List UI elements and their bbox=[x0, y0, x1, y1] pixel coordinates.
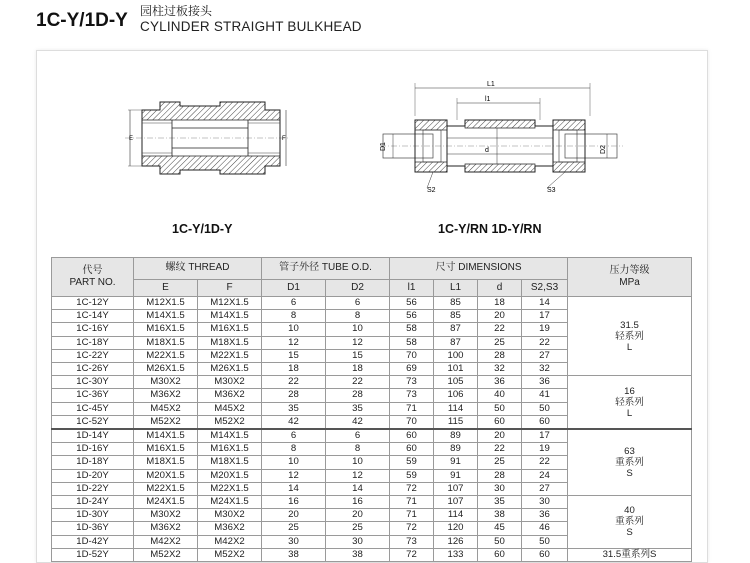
table-row: 1D-22Y M22X1.5 M22X1.5 14 14 72 107 30 27 bbox=[52, 482, 692, 495]
header-pressure: 压力等级 MPa bbox=[568, 258, 692, 297]
label-D2: D2 bbox=[600, 145, 607, 154]
pressure-group-4: 40 重系列 S bbox=[568, 496, 692, 549]
table-row: 1C-22Y M22X1.5 M22X1.5 15 15 70 100 28 27 bbox=[52, 349, 692, 362]
table-row: 1C-52Y M52X2 M52X2 42 42 70 115 60 60 bbox=[52, 415, 692, 429]
spec-table bbox=[51, 257, 692, 562]
pressure-group-3: 63 重系列 S bbox=[568, 429, 692, 496]
table-row: 1C-12Y M12X1.5 M12X1.5 6 6 56 85 18 14 31.5 轻系列 L bbox=[52, 297, 692, 310]
header-F: F bbox=[198, 280, 262, 297]
product-code: 1C-Y/1D-Y bbox=[36, 10, 128, 31]
label-F: F bbox=[282, 136, 286, 142]
product-title-cn: 园柱过板接头 bbox=[140, 4, 213, 18]
pressure-group-1: 31.5 轻系列 L bbox=[568, 297, 692, 376]
header-thread: 螺纹 THREAD bbox=[134, 258, 262, 280]
table-row: 1D-18Y M18X1.5 M18X1.5 10 10 59 91 25 22 bbox=[52, 456, 692, 469]
table-row: 1D-16Y M16X1.5 M16X1.5 8 8 60 89 22 19 bbox=[52, 443, 692, 456]
table-row: 1C-26Y M26X1.5 M26X1.5 18 18 69 101 32 32 bbox=[52, 363, 692, 376]
header-D1: D1 bbox=[262, 280, 326, 297]
header-part-no: 代号 PART NO. bbox=[52, 258, 134, 297]
header-E: E bbox=[134, 280, 198, 297]
table-row: 1C-18Y M18X1.5 M18X1.5 12 12 58 87 25 22 bbox=[52, 336, 692, 349]
pressure-group-5: 31.5重系列S bbox=[568, 548, 692, 561]
header-L1: L1 bbox=[434, 280, 478, 297]
label-D1: D1 bbox=[380, 142, 387, 151]
product-title-en: CYLINDER STRAIGHT BULKHEAD bbox=[140, 19, 362, 34]
header-l1: l1 bbox=[390, 280, 434, 297]
table-row: 1C-14Y M14X1.5 M14X1.5 8 8 56 85 20 17 bbox=[52, 310, 692, 323]
right-drawing-caption: 1C-Y/RN 1D-Y/RN bbox=[438, 222, 542, 236]
table-row: 1C-45Y M45X2 M45X2 35 35 71 114 50 50 bbox=[52, 402, 692, 415]
table-row: 1D-42Y M42X2 M42X2 30 30 73 126 50 50 bbox=[52, 535, 692, 548]
pressure-group-2: 16 轻系列 L bbox=[568, 376, 692, 429]
label-E: E bbox=[129, 136, 134, 142]
right-technical-drawing bbox=[375, 78, 625, 198]
table-row: 1D-30Y M30X2 M30X2 20 20 71 114 38 36 bbox=[52, 509, 692, 522]
header-D2: D2 bbox=[326, 280, 390, 297]
header-tube-od: 管子外径 TUBE O.D. bbox=[262, 258, 390, 280]
header-S2-S3: S2,S3 bbox=[522, 280, 568, 297]
label-L1: L1 bbox=[487, 81, 495, 88]
table-row: 1C-30Y M30X2 M30X2 22 22 73 105 36 36 16 轻系列 L bbox=[52, 376, 692, 389]
left-drawing-caption: 1C-Y/1D-Y bbox=[172, 222, 233, 236]
label-d: d bbox=[485, 147, 489, 154]
table-row: 1D-52Y M52X2 M52X2 38 38 72 133 60 60 31.5重系列S bbox=[52, 548, 692, 561]
header-d: d bbox=[478, 280, 522, 297]
table-row: 1C-36Y M36X2 M36X2 28 28 73 106 40 41 bbox=[52, 389, 692, 402]
label-l1: l1 bbox=[485, 96, 491, 103]
label-S3: S3 bbox=[547, 187, 556, 194]
left-technical-drawing bbox=[120, 90, 290, 190]
table-row: 1D-36Y M36X2 M36X2 25 25 72 120 45 46 bbox=[52, 522, 692, 535]
table-row: 1D-14Y M14X1.5 M14X1.5 6 6 60 89 20 17 63 重系列 S bbox=[52, 429, 692, 443]
table-row: 1D-24Y M24X1.5 M24X1.5 16 16 71 107 35 30 40 重系列 S bbox=[52, 496, 692, 509]
header-dimensions: 尺寸 DIMENSIONS bbox=[390, 258, 568, 280]
table-row: 1C-16Y M16X1.5 M16X1.5 10 10 58 87 22 19 bbox=[52, 323, 692, 336]
table-row: 1D-20Y M20X1.5 M20X1.5 12 12 59 91 28 24 bbox=[52, 469, 692, 482]
label-S2: S2 bbox=[427, 187, 436, 194]
